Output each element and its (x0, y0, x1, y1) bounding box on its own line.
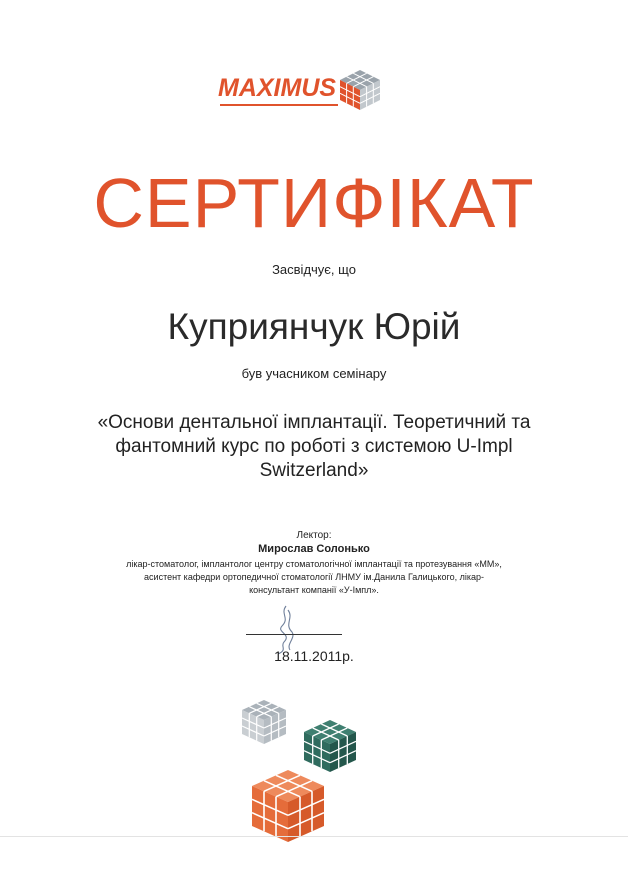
lecturer-label: Лектор: (296, 530, 332, 541)
course-title-line-2: фантомний курс по роботі з системою U-Impl (115, 436, 513, 457)
course-title-line-1: «Основи дентальної імплантації. Теоретичний та (97, 412, 531, 433)
lecturer-name: Мирослав Солонько (258, 543, 370, 555)
logo-underline (220, 104, 338, 106)
participant-text: був учасником семінару (241, 366, 387, 381)
logo-wordmark: MAXIMUS (218, 74, 337, 102)
signature-line (246, 634, 342, 635)
maximus-logo (218, 64, 388, 112)
course-title (0, 411, 628, 483)
lecturer-description-line-2: асистент кафедри ортопедичної стоматології ЛНМУ ім.Данила Галицького, лікар- (144, 572, 484, 582)
recipient-name: Куприянчук Юрій (167, 306, 461, 347)
course-title-line-3: Switzerland» (259, 460, 369, 481)
lecturer-description (0, 558, 628, 597)
page-fold-line (0, 836, 628, 837)
lecturer-description-line-1: лікар-стоматолог, імплантолог центру стоматологічної імплантації та протезування «ММ», (126, 559, 502, 569)
certificate-title: СЕРТИФІКАТ (93, 164, 535, 242)
certifies-text: Засвідчує, що (272, 262, 356, 277)
decorative-cubes-icon (238, 692, 374, 882)
cube-logo-icon (336, 68, 384, 112)
lecturer-description-line-3: консультант компанії «У-Імпл». (249, 585, 379, 595)
issue-date: 18.11.2011р. (274, 648, 354, 664)
